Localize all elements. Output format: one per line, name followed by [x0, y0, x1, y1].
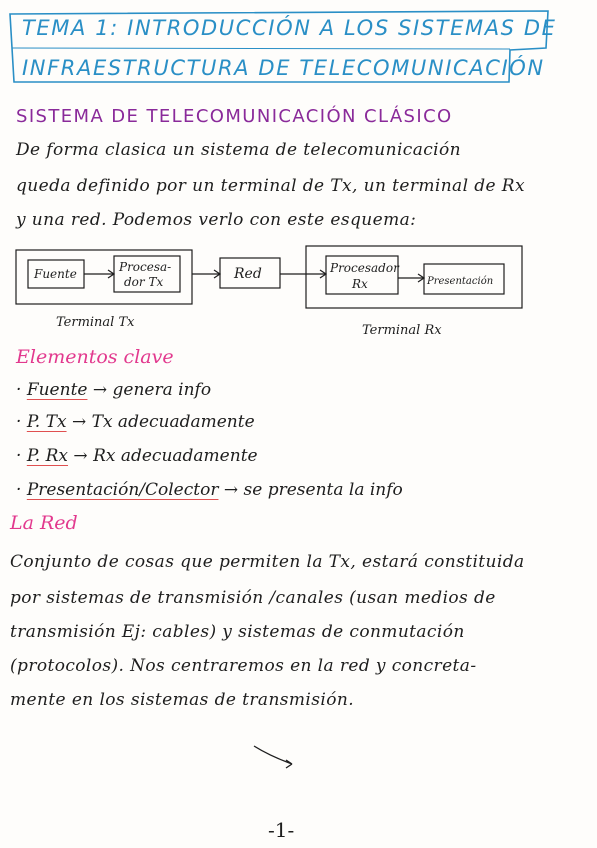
box-label-red: Red	[234, 266, 262, 282]
box-label-proc-rx: Procesador	[330, 261, 399, 275]
list-item: · P. Tx → Tx adecuadamente	[16, 412, 255, 432]
paragraph-line: Conjunto de cosas que permiten la Tx, estará constituida	[10, 552, 525, 572]
list-term: P. Tx	[26, 412, 67, 432]
list-item: · Fuente → genera info	[16, 380, 212, 400]
paragraph-line: y una red. Podemos verlo con este esquema:	[16, 210, 417, 230]
section-heading-clasico: SISTEMA DE TELECOMUNICACIÓN CLÁSICO	[16, 106, 453, 127]
box-label-proc-rx-2: Rx	[352, 277, 368, 291]
box-label-fuente: Fuente	[34, 267, 77, 281]
list-desc: → se presenta la info	[218, 480, 403, 500]
paragraph-line: por sistemas de transmisión /canales (usan medios de	[10, 588, 496, 608]
section-heading-elementos: Elementos clave	[16, 346, 174, 368]
page-number: -1-	[268, 818, 295, 842]
list-desc: → genera info	[87, 380, 212, 400]
list-term: Fuente	[26, 380, 88, 400]
section-heading-red: La Red	[10, 512, 78, 534]
paragraph-line: (protocolos). Nos centraremos en la red y concreta-	[10, 656, 477, 676]
box-label-proc-tx: Procesa-	[119, 260, 172, 274]
title-line-1: TEMA 1: INTRODUCCIÓN A LOS SISTEMAS DE	[22, 16, 557, 40]
paragraph-line: De forma clasica un sistema de telecomunicación	[16, 140, 462, 160]
list-item: · P. Rx → Rx adecuadamente	[16, 446, 258, 466]
box-label-presentacion: Presentación	[427, 276, 494, 287]
paragraph-line: transmisión Ej: cables) y sistemas de conmutación	[10, 622, 465, 642]
title-line-2: INFRAESTRUCTURA DE TELECOMUNICACIÓN	[22, 56, 545, 80]
label-terminal-tx: Terminal Tx	[56, 315, 135, 330]
paragraph-line: queda definido por un terminal de Tx, un terminal de Rx	[16, 176, 525, 196]
block-diagram	[14, 244, 534, 344]
end-flourish	[252, 742, 302, 772]
list-item: · Presentación/Colector → se presenta la info	[16, 480, 403, 500]
box-label-proc-tx-2: dor Tx	[124, 275, 164, 289]
label-terminal-rx: Terminal Rx	[362, 323, 442, 338]
list-desc: → Rx adecuadamente	[68, 446, 258, 466]
block-diagram-svg	[14, 244, 534, 344]
list-term: Presentación/Colector	[26, 480, 219, 500]
list-desc: → Tx adecuadamente	[66, 412, 255, 432]
paragraph-line: mente en los sistemas de transmisión.	[10, 690, 355, 710]
list-term: P. Rx	[26, 446, 69, 466]
